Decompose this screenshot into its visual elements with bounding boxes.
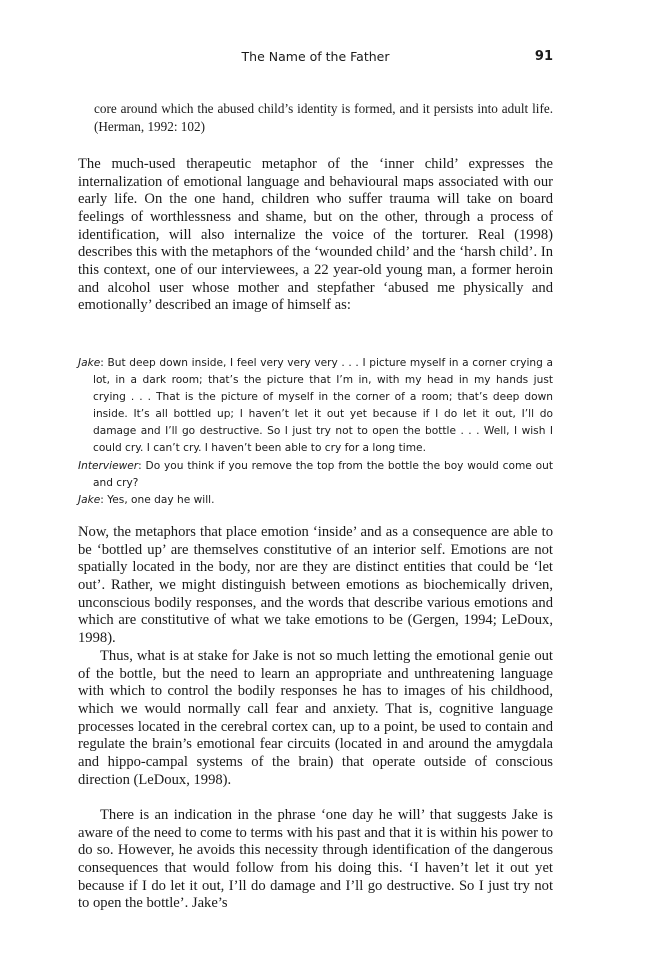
turn-text: : But deep down inside, I feel very very very . . . I picture myself in a corner crying a lot, in a dark room; that’s the picture that I’m in, with my head in my hands just crying . . . That is the picture of myself in the corner of a room; that’s deep down inside. It’s all bottled up; I haven’t let it out yet because if I do let it out, I’ll do damage and I’ll go destructive. So I just try not to open the bottle . . . Well, I wish I could cry. I can’t cry. I haven’t been able to cry for a long time. xyxy=(93,357,553,455)
running-title: The Name of the Father xyxy=(241,49,390,64)
transcript-turn xyxy=(78,458,553,492)
turn-text: : Do you think if you remove the top from the bottle the boy would come out and cry? xyxy=(93,459,553,489)
turn-text: : Yes, one day he will. xyxy=(100,493,215,506)
transcript-turn xyxy=(78,492,553,509)
body-paragraph-4: There is an indication in the phrase ‘one day he will’ that suggests Jake is aware of the need to come to terms with his past and that it is within his power to do so. However, he avoids this necessity through identification of the dangerous consequences that would follow from his doing this. ‘I haven’t let it out yet because if I do let it out, I’ll do damage and I’ll go destructive. So I just try not to open the bottle’. Jake’s xyxy=(78,807,553,912)
block-quote: core around which the abused child’s identity is formed, and it persists into adult life. (Herman, 1992: 102) xyxy=(94,101,553,134)
speaker-name: Jake xyxy=(78,493,101,506)
running-head xyxy=(78,49,553,67)
body-paragraph-1: The much-used therapeutic metaphor of the ‘inner child’ expresses the internalization of emotional language and behavioural maps associated with our early life. On the one hand, children who suffer trauma will take on board feelings of worthlessness and shame, but on the other, through a process of identification, will also internalize the voice of the torturer. Real (1998) describes this with the metaphors of the ‘wounded child’ and the ‘harsh child’. In this context, one of our interviewees, a 22 year-old young man, a former heroin and alcohol user whose mother and stepfather ‘abused me physically and emotionally’ described an image of himself as: xyxy=(78,156,553,314)
speaker-name: Interviewer xyxy=(78,459,139,472)
body-paragraph-3: Thus, what is at stake for Jake is not so much letting the emotional genie out of the bottle, but the need to learn an appropriate and unthreatening language with which to control the bodily responses he has to images of his childhood, which we would normally call fear and anxiety. That is, cognitive language processes located in the cerebral cortex can, up to a point, be used to contain and regulate the brain’s emotional fear circuits (located in and around the amygdala and hippo-campal systems of the brain) that operate outside of conscious direction (LeDoux, 1998). xyxy=(78,648,553,788)
body-paragraph-2: Now, the metaphors that place emotion ‘inside’ and as a consequence are able to be ‘bottled up’ are themselves constitutive of an interior self. Emotions are not spatially located in the body, nor are they are distinct entities that could be ‘let out’. Rather, we might distinguish between emotions as biochemically driven, unconscious bodily responses, and the words that describe various emotions and which are constitutive of what we take emotions to be (Gergen, 1994; LeDoux, 1998). xyxy=(78,524,553,646)
transcript-turn xyxy=(78,355,553,458)
interview-transcript xyxy=(78,355,553,509)
speaker-name: Jake xyxy=(78,357,101,369)
page-number: 91 xyxy=(534,49,553,64)
